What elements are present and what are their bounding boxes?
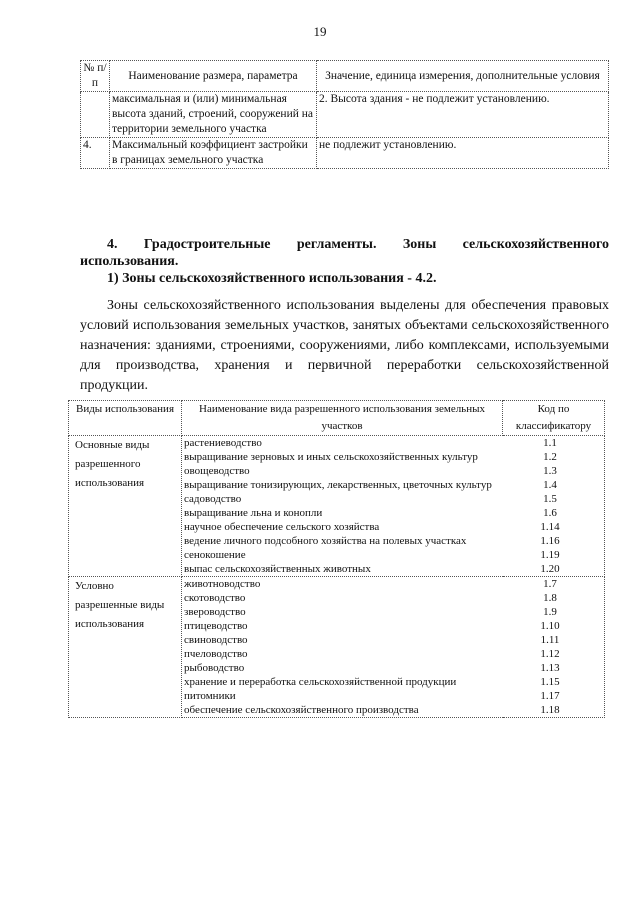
list-item [184,591,602,605]
header-value: Значение, единица измерения, дополнительные условия [317,61,609,92]
table-group-row [69,436,605,577]
list-item [184,661,602,675]
classifier-code: 1.14 [540,521,560,533]
classifier-code: 1.17 [540,690,560,702]
list-item [184,478,602,492]
classifier-code: 1.10 [540,620,560,632]
list-item [184,492,602,506]
group-items [182,577,605,718]
use-name: свиноводство [184,634,248,646]
use-name: сенокошение [184,549,246,561]
list-item [184,436,602,450]
classifier-code: 1.13 [540,662,560,674]
use-name: садоводство [184,493,242,505]
use-name: питомники [184,690,236,702]
use-name: выращивание тонизирующих, лекарственных, цветочных культур [184,479,492,491]
table-row [81,92,609,138]
row-value: не подлежит установлению. [317,138,609,169]
use-name: растениеводство [184,437,262,449]
classifier-code: 1.8 [543,592,557,604]
section-subtitle: 1) Зоны сельскохозяйственного использования - 4.2. [107,271,437,286]
classifier-code: 1.5 [543,493,557,505]
use-name: хранение и переработка сельскохозяйственной продукции [184,676,457,688]
table-row [81,138,609,169]
classifier-code: 1.7 [543,578,557,590]
row-parameter: Максимальный коэффициент застройки в границах земельного участка [110,138,317,169]
row-number: 4. [81,138,110,169]
use-name: выращивание льна и конопли [184,507,323,519]
use-name: выпас сельскохозяйственных животных [184,563,371,575]
list-item [184,647,602,661]
section-title: 4. Градостроительные регламенты. Зоны сельскохозяйственного использования. [80,237,609,269]
classifier-code: 1.18 [540,704,560,716]
list-item [184,548,602,562]
land-use-table [68,400,605,718]
header-classifier-code: Код по классификатору [503,401,605,436]
list-item [184,562,602,576]
use-name: рыбоводство [184,662,245,674]
list-item [184,633,602,647]
header-number: № п/п [81,61,110,92]
classifier-code: 1.2 [543,451,557,463]
list-item [184,450,602,464]
list-item [184,577,602,591]
use-name: ведение личного подсобного хозяйства на полевых участках [184,535,467,547]
table-header-row [81,61,609,92]
use-name: птицеводство [184,620,248,632]
classifier-code: 1.15 [540,676,560,688]
list-item [184,520,602,534]
group-label: Условно разрешенные виды использования [69,577,182,718]
classifier-code: 1.16 [540,535,560,547]
parameters-table [80,60,609,169]
list-item [184,619,602,633]
list-item [184,506,602,520]
header-parameter: Наименование размера, параметра [110,61,317,92]
list-item [184,689,602,703]
list-item [184,605,602,619]
use-name: звероводство [184,606,246,618]
use-name: выращивание зерновых и иных сельскохозяйственных культур [184,451,478,463]
classifier-code: 1.6 [543,507,557,519]
classifier-code: 1.4 [543,479,557,491]
classifier-code: 1.1 [543,437,557,449]
list-item [184,703,602,717]
list-item [184,464,602,478]
header-use-type: Виды использования [69,401,182,436]
table-header-row [69,401,605,436]
classifier-code: 1.11 [540,634,560,646]
use-name: скотоводство [184,592,246,604]
classifier-code: 1.19 [540,549,560,561]
classifier-code: 1.20 [540,563,560,575]
classifier-code: 1.3 [543,465,557,477]
list-item [184,534,602,548]
use-name: животноводство [184,578,261,590]
use-name: обеспечение сельскохозяйственного производства [184,704,419,716]
row-parameter: максимальная и (или) минимальная высота зданий, строений, сооружений на территории земельного участка [110,92,317,138]
row-value: 2. Высота здания - не подлежит установлению. [317,92,609,138]
list-item [184,675,602,689]
classifier-code: 1.12 [540,648,560,660]
group-label: Основные виды разрешенного использования [69,436,182,577]
use-name: научное обеспечение сельского хозяйства [184,521,380,533]
use-name: пчеловодство [184,648,248,660]
classifier-code: 1.9 [543,606,557,618]
header-use-name: Наименование вида разрешенного использования земельных участков [182,401,503,436]
group-items [182,436,605,577]
page-number: 19 [313,24,327,39]
table-group-row [69,577,605,718]
row-number [81,92,110,138]
use-name: овощеводство [184,465,250,477]
section-paragraph: Зоны сельскохозяйственного использования выделены для обеспечения правовых условий использования земельных участков, занятых объектами сельскохозяйственного назначения: зданиями, строениями, сооружениями, либо комплексами, используемыми для производства, хранения и первичной переработки сельскохозяйственной продукции. [80,298,609,393]
